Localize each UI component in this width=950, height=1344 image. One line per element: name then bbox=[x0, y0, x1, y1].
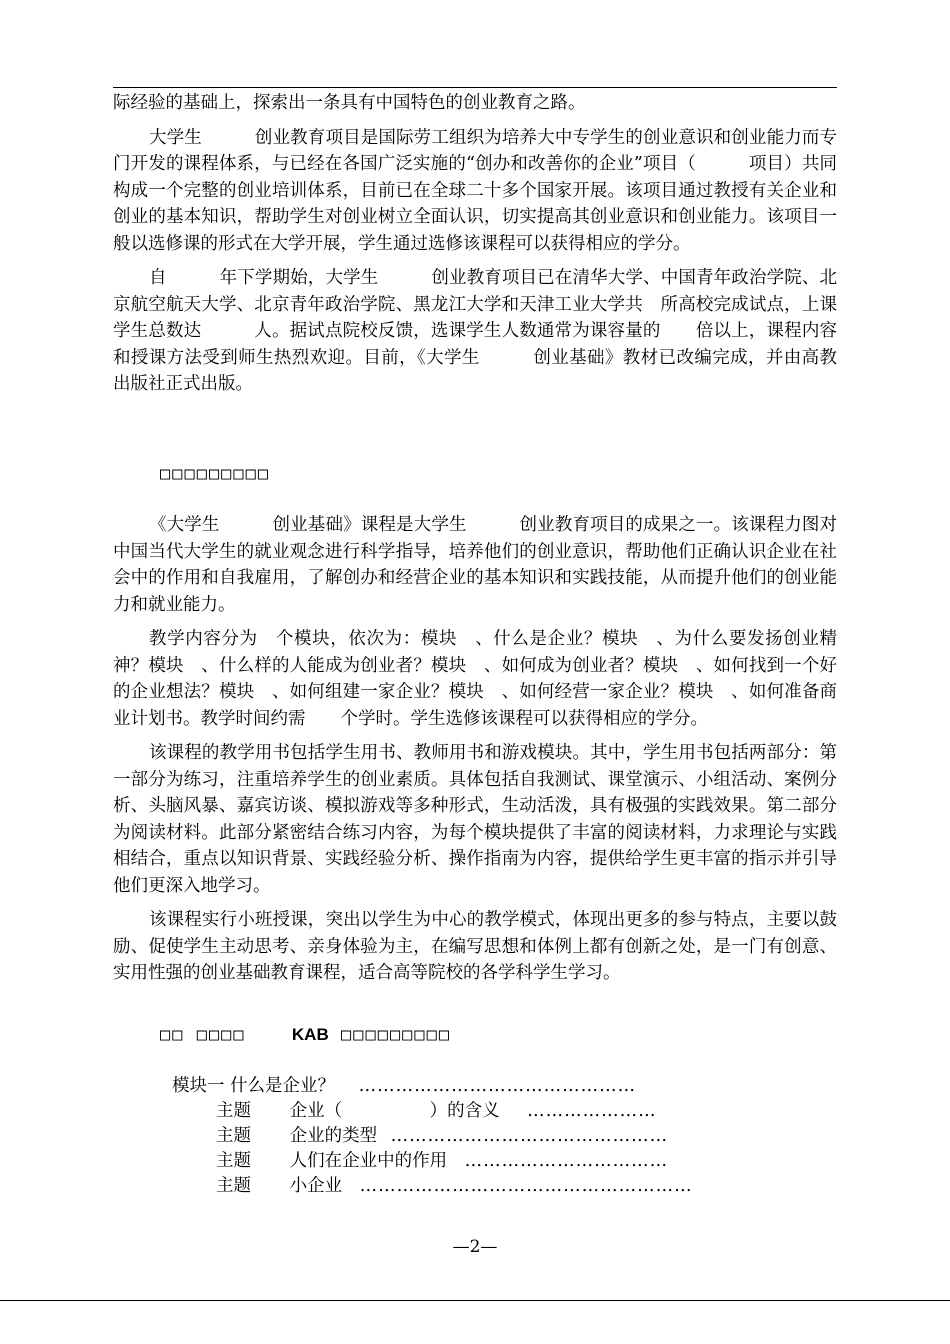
header-rule bbox=[113, 87, 837, 88]
paragraph: 教学内容分为 个模块，依次为：模块 、什么是企业？模块 、为什么要发扬创业精神？模块 、什么样的人能成为创业者？模块 、如何成为创业者？模块 、如何找到一个好的企业想法？模块 、如何组建一家企业？模块 、如何经营一家企业？模块 、如何准备商业计划书。教学时间约需 个学时。学生选修该课程可以获得相应的学分。 bbox=[113, 629, 837, 729]
paragraph: 该课程实行小班授课，突出以学生为中心的教学模式，体现出更多的参与特点，主要以鼓励、促使学生主动思考、亲身体验为主，在编写思想和体例上都有创新之处，是一门有创意、实用性强的创业基础教育课程，适合高等院校的各学科学生学习。 bbox=[113, 910, 837, 983]
toc-topic-label: 主题 bbox=[216, 1151, 251, 1171]
paragraph: 该课程的教学用书包括学生用书、教师用书和游戏模块。其中，学生用书包括两部分：第一部分为练习，注重培养学生的创业素质。具体包括自我测试、课堂演示、小组活动、案例分析、头脑风暴、嘉宾访谈、模拟游戏等多种形式，生动活泼，具有极强的实践效果。第二部分为阅读材料。此部分紧密结合练习内容，为每个模块提供了丰富的阅读材料，力求理论与实践相结合，重点以知识背景、实践经验分析、操作指南为内容，提供给学生更丰富的指示并引导他们更深入地学习。 bbox=[113, 743, 837, 896]
heading-prefix: □□ □□□□ bbox=[160, 1025, 246, 1045]
footer-rule bbox=[0, 1300, 950, 1301]
paragraph: 自 年下学期始，大学生 创业教育项目已在清华大学、中国青年政治学院、北京航空航天大学、北京青年政治学院、黑龙江大学和天津工业大学共 所高校完成试点，上课学生总数达 人。据试点院校反馈，选课学生人数通常为课容量的 倍以上，课程内容和授课方法受到师生热烈欢迎。目前，《大学生 创业基础》教材已改编完成，并由高教出版社正式出版。 bbox=[113, 268, 837, 394]
toc-dots: ……………………………………………… bbox=[359, 1176, 693, 1196]
toc-topic-label: 主题 bbox=[216, 1176, 251, 1196]
heading-suffix: □□□□□□□□□ bbox=[341, 1025, 452, 1045]
heading-kab: KAB bbox=[291, 1025, 329, 1044]
toc-topic-label: 主题 bbox=[216, 1126, 251, 1146]
toc-topic-title: 企业的类型 bbox=[289, 1126, 378, 1146]
toc-dots: ……………………………………… bbox=[390, 1126, 669, 1146]
toc-topic-label: 主题 bbox=[216, 1101, 251, 1121]
paragraph: 《大学生 创业基础》课程是大学生 创业教育项目的成果之一。该课程力图对中国当代大学生的就业观念进行科学指导，培养他们的创业意识，帮助他们正确认识企业在社会中的作用和自我雇用，了解创办和经营企业的基本知识和实践技能，从而提升他们的创业能力和就业能力。 bbox=[113, 515, 837, 615]
toc-topic[interactable] bbox=[172, 1174, 693, 1199]
text-column-mid bbox=[113, 512, 837, 987]
toc-topic-title: 人们在企业中的作用 bbox=[289, 1151, 448, 1171]
text-column-top bbox=[113, 90, 837, 398]
toc-topic-title: 小企业 bbox=[289, 1176, 343, 1196]
toc-topic[interactable] bbox=[172, 1124, 693, 1149]
section-heading: □□□□□□□□□ bbox=[160, 464, 271, 484]
toc-topic[interactable] bbox=[172, 1149, 693, 1174]
toc-dots: ………………… bbox=[527, 1101, 657, 1121]
page-number: —2— bbox=[452, 1237, 498, 1257]
paragraph: 大学生 创业教育项目是国际劳工组织为培养大中专学生的创业意识和创业能力而专门开发的课程体系，与已经在各国广泛实施的“创办和改善你的企业”项目（ 项目）共同构成一个完整的创业培训体系，目前已在全球二十多个国家开展。该项目通过教授有关企业和创业的基本知识，帮助学生对创业树立全面认识，切实提高其创业意识和创业能力。该项目一般以选修课的形式在大学开展，学生通过选修该课程可以获得相应的学分。 bbox=[113, 127, 837, 254]
toc-module-title: 模块一 什么是企业？ bbox=[172, 1076, 336, 1096]
toc-topic[interactable] bbox=[172, 1099, 693, 1124]
toc-topic-title: 企业（ ）的含义 bbox=[289, 1101, 500, 1121]
section-heading-kab bbox=[160, 1025, 451, 1045]
toc-dots: ……………………………………… bbox=[358, 1076, 637, 1096]
toc-dots: …………………………… bbox=[464, 1151, 669, 1171]
paragraph: 际经验的基础上，探索出一条具有中国特色的创业教育之路。 bbox=[113, 93, 586, 113]
table-of-contents bbox=[172, 1074, 693, 1199]
toc-module[interactable] bbox=[172, 1074, 693, 1099]
